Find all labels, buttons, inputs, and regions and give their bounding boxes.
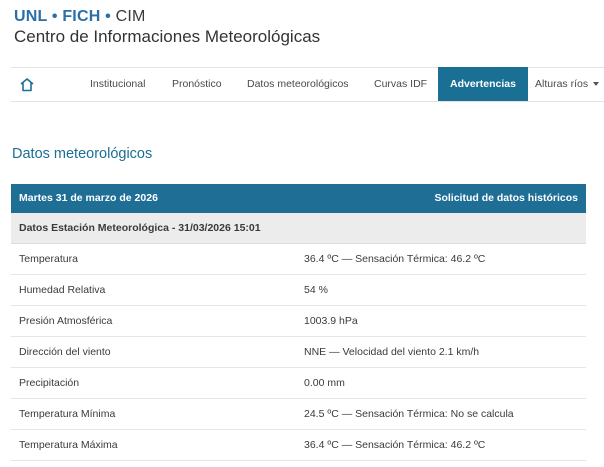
page-title: Datos meteorológicos — [12, 146, 153, 162]
row-value: 36.4 ºC — Sensación Térmica: 46.2 ºC — [304, 439, 486, 451]
row-value: NNE — Velocidad del viento 2.1 km/h — [304, 346, 480, 358]
row-label: Humedad Relativa — [19, 284, 106, 296]
logo-separator: • — [105, 8, 111, 25]
row-label: Temperatura Máxima — [19, 439, 118, 451]
row-label: Presión Atmosférica — [19, 315, 113, 327]
date-header: Martes 31 de marzo de 2026 — [19, 192, 158, 204]
table-row — [11, 399, 586, 430]
logo-cim: CIM — [115, 8, 146, 25]
site-logo[interactable] — [14, 8, 320, 47]
logo-separator: • — [51, 8, 58, 25]
table-row — [11, 244, 586, 275]
table-row — [11, 337, 586, 368]
nav-item-advertencias[interactable]: Advertencias — [438, 67, 528, 101]
row-value: 36.4 ºC — Sensación Térmica: 46.2 ºC — [304, 253, 486, 265]
row-value: 54 % — [304, 284, 328, 296]
nav-item-institucional[interactable]: Institucional — [90, 78, 146, 90]
station-header: Datos Estación Meteorológica - 31/03/2026 15:01 — [11, 213, 586, 244]
table-row — [11, 275, 586, 306]
table-header — [11, 184, 586, 213]
nav-item-pronostico[interactable]: Pronóstico — [172, 78, 222, 90]
home-icon — [19, 77, 35, 92]
row-value: 1003.9 hPa — [304, 315, 358, 327]
nav-item-datos-meteorologicos[interactable]: Datos meteorológicos — [247, 78, 349, 90]
home-button[interactable] — [13, 68, 41, 101]
table-row — [11, 306, 586, 337]
historic-data-link[interactable]: Solicitud de datos históricos — [434, 192, 578, 204]
main-navigation — [11, 67, 604, 102]
row-label: Precipitación — [19, 377, 80, 389]
nav-item-alturas-rios[interactable] — [535, 68, 599, 101]
nav-item-curvas-idf[interactable]: Curvas IDF — [374, 78, 428, 90]
row-label: Temperatura Mínima — [19, 408, 116, 420]
row-label: Dirección del viento — [19, 346, 111, 358]
logo-subtitle: Centro de Informaciones Meteorológicas — [14, 27, 321, 46]
weather-data-table — [11, 184, 586, 461]
logo-unl: UNL — [14, 8, 48, 25]
row-value: 0.00 mm — [304, 377, 345, 389]
row-label: Temperatura — [19, 253, 78, 265]
row-value: 24.5 ºC — Sensación Térmica: No se calcula — [304, 408, 514, 420]
nav-item-label: Alturas ríos — [535, 78, 589, 90]
logo-wordmark — [14, 8, 320, 26]
logo-fich: FICH — [62, 8, 101, 25]
table-row — [11, 368, 586, 399]
chevron-down-icon — [593, 82, 599, 86]
table-row — [11, 430, 586, 461]
